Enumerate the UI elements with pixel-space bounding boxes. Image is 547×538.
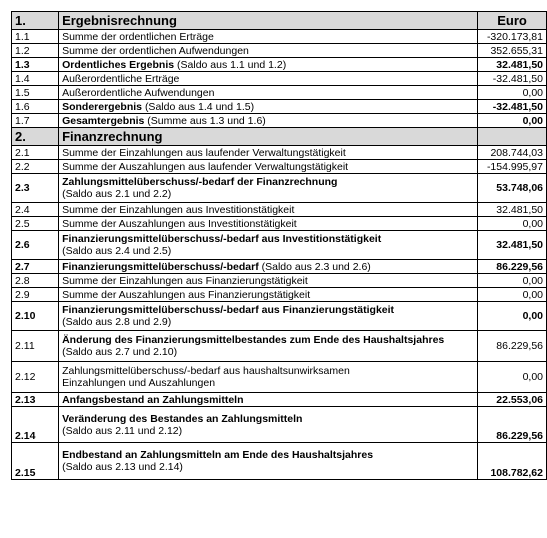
row-note: (Saldo aus 1.1 und 1.2) <box>177 58 287 71</box>
row-note: (Saldo aus 1.4 und 1.5) <box>144 100 255 113</box>
row-label: Veränderung des Bestandes an Zahlungsmitteln <box>62 412 303 425</box>
row-value: -32.481,50 <box>478 72 547 86</box>
row-number: 1.3 <box>12 58 59 72</box>
section-number: 1. <box>12 12 59 30</box>
table-row <box>12 174 547 203</box>
row-value: 108.782,62 <box>478 443 547 480</box>
table-row <box>12 86 547 100</box>
row-number: 2.12 <box>12 362 59 393</box>
row-value: -154.995,97 <box>478 160 547 174</box>
row-label: Finanzierungsmittelüberschuss/-bedarf aus Investitionstätigkeit <box>62 233 382 245</box>
table-row <box>12 260 547 274</box>
row-label: Summe der Einzahlungen aus Finanzierungstätigkeit <box>59 274 478 288</box>
row-label: Summe der Auszahlungen aus Investitionstätigkeit <box>59 217 478 231</box>
row-label-cell <box>59 407 478 443</box>
table-row <box>12 30 547 44</box>
row-value: 0,00 <box>478 302 547 331</box>
row-note: (Saldo aus 2.8 und 2.9) <box>62 316 172 328</box>
table-row <box>12 44 547 58</box>
row-value: 0,00 <box>478 217 547 231</box>
row-label-cell <box>59 362 478 393</box>
row-value: 0,00 <box>478 362 547 393</box>
row-number: 2.10 <box>12 302 59 331</box>
table-row <box>12 160 547 174</box>
row-number: 2.9 <box>12 288 59 302</box>
row-value: 0,00 <box>478 274 547 288</box>
row-label-cell <box>59 302 478 331</box>
row-number: 2.11 <box>12 331 59 362</box>
section-header-ergebnisrechnung <box>12 12 547 30</box>
table-row <box>12 72 547 86</box>
row-label-cell <box>59 331 478 362</box>
row-label: Summe der ordentlichen Aufwendungen <box>59 44 478 58</box>
row-number: 2.3 <box>12 174 59 203</box>
row-label: Änderung des Finanzierungsmittelbestandes zum Ende des Haushaltsjahres <box>62 334 445 346</box>
row-label: Endbestand an Zahlungsmitteln am Ende des Haushaltsjahres <box>62 449 374 461</box>
row-label-cell <box>59 100 478 114</box>
row-label: Finanzierungsmittelüberschuss/-bedarf <box>62 260 259 273</box>
table-row <box>12 407 547 443</box>
row-number: 1.1 <box>12 30 59 44</box>
row-label: Zahlungsmittelüberschuss/-bedarf aus haushaltsunwirksamen <box>62 365 350 377</box>
row-label: Summe der Einzahlungen aus Investitionstätigkeit <box>59 203 478 217</box>
row-value: -32.481,50 <box>478 100 547 114</box>
row-value: 32.481,50 <box>478 203 547 217</box>
row-note: Einzahlungen und Auszahlungen <box>62 377 216 389</box>
row-label-cell <box>59 443 478 480</box>
currency-header: Euro <box>478 12 547 30</box>
row-label: Außerordentliche Erträge <box>59 72 478 86</box>
section-number: 2. <box>12 128 59 146</box>
table-row <box>12 203 547 217</box>
table-row <box>12 331 547 362</box>
section-title: Ergebnisrechnung <box>59 12 478 30</box>
row-note: (Saldo aus 2.13 und 2.14) <box>62 461 183 473</box>
row-label: Summe der Auszahlungen aus Finanzierungstätigkeit <box>59 288 478 302</box>
row-label-cell <box>59 231 478 260</box>
row-note: (Summe aus 1.3 und 1.6) <box>147 114 266 127</box>
row-label: Summe der Einzahlungen aus laufender Verwaltungstätigkeit <box>59 146 478 160</box>
table-row <box>12 443 547 480</box>
row-label-cell <box>59 114 478 128</box>
row-number: 2.7 <box>12 260 59 274</box>
row-number: 2.13 <box>12 393 59 407</box>
row-label: Anfangsbestand an Zahlungsmitteln <box>59 393 478 407</box>
row-value: 86.229,56 <box>478 260 547 274</box>
table-row <box>12 231 547 260</box>
row-number: 2.6 <box>12 231 59 260</box>
table-row <box>12 274 547 288</box>
row-value: 0,00 <box>478 114 547 128</box>
row-value: 208.744,03 <box>478 146 547 160</box>
row-number: 2.2 <box>12 160 59 174</box>
row-label-cell <box>59 58 478 72</box>
row-label: Summe der Auszahlungen aus laufender Verwaltungstätigkeit <box>59 160 478 174</box>
row-number: 2.1 <box>12 146 59 160</box>
row-value: 86.229,56 <box>478 331 547 362</box>
row-value: 32.481,50 <box>478 58 547 72</box>
row-number: 1.5 <box>12 86 59 100</box>
row-number: 2.4 <box>12 203 59 217</box>
section-title: Finanzrechnung <box>59 128 478 146</box>
table-row <box>12 288 547 302</box>
row-label: Zahlungsmittelüberschuss/-bedarf der Finanzrechnung <box>62 176 338 188</box>
row-number: 2.14 <box>12 407 59 443</box>
row-value: 86.229,56 <box>478 407 547 443</box>
row-number: 2.5 <box>12 217 59 231</box>
row-number: 1.7 <box>12 114 59 128</box>
row-note: (Saldo aus 2.7 und 2.10) <box>62 346 178 358</box>
row-value: 0,00 <box>478 288 547 302</box>
row-number: 1.4 <box>12 72 59 86</box>
row-label: Außerordentliche Aufwendungen <box>59 86 478 100</box>
finance-table <box>11 11 547 480</box>
row-label-cell <box>59 260 478 274</box>
row-value: 352.655,31 <box>478 44 547 58</box>
table-row <box>12 114 547 128</box>
table-row <box>12 217 547 231</box>
row-note: (Saldo aus 2.1 und 2.2) <box>62 188 172 200</box>
row-label-cell <box>59 174 478 203</box>
finance-table-container <box>11 11 547 480</box>
header-empty-cell <box>478 128 547 146</box>
table-row <box>12 100 547 114</box>
table-row <box>12 146 547 160</box>
table-row <box>12 393 547 407</box>
row-note: (Saldo aus 2.4 und 2.5) <box>62 245 172 257</box>
row-number: 2.15 <box>12 443 59 480</box>
section-header-finanzrechnung <box>12 128 547 146</box>
row-value: 53.748,06 <box>478 174 547 203</box>
row-number: 1.6 <box>12 100 59 114</box>
row-value: -320.173,81 <box>478 30 547 44</box>
row-label: Ordentliches Ergebnis <box>62 58 175 71</box>
row-label: Sonderergebnis <box>62 100 143 113</box>
table-row <box>12 362 547 393</box>
row-number: 2.8 <box>12 274 59 288</box>
row-value: 32.481,50 <box>478 231 547 260</box>
table-row <box>12 302 547 331</box>
table-row <box>12 58 547 72</box>
row-label: Gesamtergebnis <box>62 114 145 127</box>
row-number: 1.2 <box>12 44 59 58</box>
row-value: 22.553,06 <box>478 393 547 407</box>
row-note: (Saldo aus 2.3 und 2.6) <box>261 260 371 273</box>
row-label: Finanzierungsmittelüberschuss/-bedarf aus Finanzierungstätigkeit <box>62 304 395 316</box>
row-note: (Saldo aus 2.11 und 2.12) <box>62 424 183 437</box>
row-label: Summe der ordentlichen Erträge <box>59 30 478 44</box>
row-value: 0,00 <box>478 86 547 100</box>
